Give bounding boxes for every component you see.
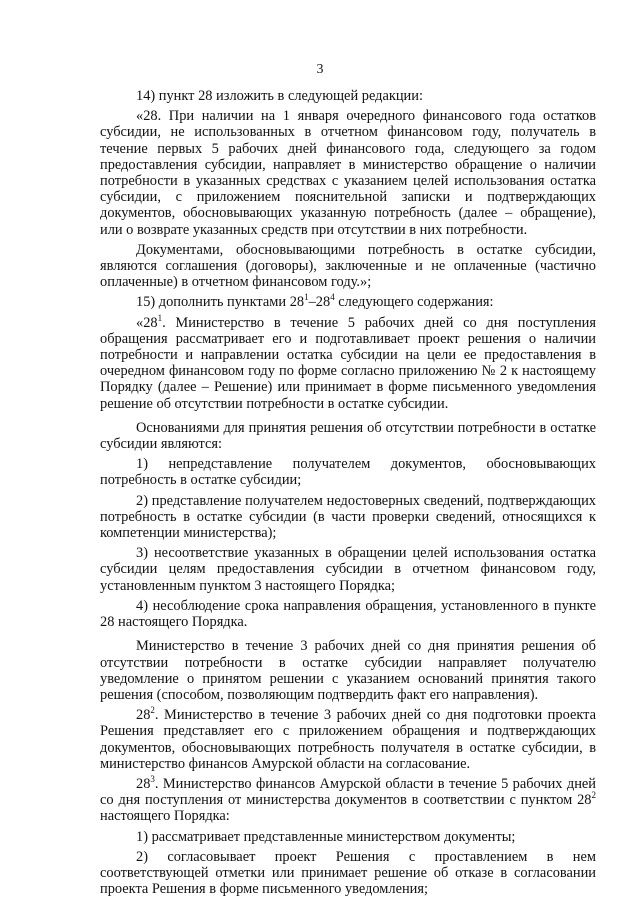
text-run: следующего содержания:	[334, 294, 494, 311]
paragraph-p14	[100, 829, 596, 845]
paragraph-p7	[100, 456, 596, 488]
text-run: . Министерство в течение 3 рабочих дней со дня подготовки проекта Решения представляет его с приложением обращения и подтверждающих документов, обосновывающих потребность получателя в остатке субсидии, в министерство финансов Амурской области на согласование.	[100, 707, 596, 772]
page-number: 3	[316, 62, 324, 77]
paragraph-p12	[100, 707, 596, 772]
text-run: 2) согласовывает проект Решения с проставлением в нем соответствующей отметки или принимает решение об отказе в согласовании проекта Решения в форме письменного уведомления;	[100, 848, 596, 898]
superscript: 1	[157, 312, 163, 323]
text-run: 1) непредставление получателем документов, обосновывающих потребность в остатке субсидии;	[100, 456, 596, 489]
text-run: Основаниями для принятия решения об отсутствии потребности в остатке субсидии являются:	[100, 419, 596, 453]
text-run: 15) дополнить пунктами 28	[136, 294, 305, 311]
paragraph-p8	[100, 493, 596, 542]
text-run: 3) несоответствие указанных в обращении целей использования остатка субсидии целям предоставления субсидии в отчетном финансовом году, установленным пунктом 3 настоящего Порядка;	[100, 545, 596, 594]
paragraph-p6	[100, 420, 596, 452]
text-run: Министерство в течение 3 рабочих дней со дня принятия решения об отсутствии потребности в остатке субсидии направляет получателю уведомление о принятом решении с указанием оснований принятия такого решения (способом, позволяющим подтвердить факт его направления).	[100, 638, 596, 703]
paragraph-p5	[100, 312, 596, 412]
paragraph-p13	[100, 776, 596, 825]
superscript: 4	[330, 292, 335, 303]
text-run: «28	[136, 314, 158, 331]
paragraph-p15	[100, 849, 596, 898]
paragraph-p10	[100, 598, 596, 630]
superscript: 2	[150, 705, 155, 716]
text-run: Документами, обосновывающими потребность в остатке субсидии, являются соглашения (договоры), заключенные и не оплаченные (частично оплаченные) в отчетном финансовом году.»;	[100, 241, 596, 291]
paragraph-p11	[100, 638, 596, 703]
text-run: 28	[136, 775, 151, 792]
text-run: 1) рассматривает представленные министерством документы;	[136, 828, 516, 845]
paragraph-p4	[100, 294, 596, 310]
text-run: 14) пункт 28 изложить в следующей редакции:	[136, 88, 423, 104]
document-body	[100, 88, 596, 901]
paragraph-p2	[100, 108, 596, 238]
text-run: 28	[136, 707, 151, 724]
paragraph-p9	[100, 545, 596, 594]
superscript: 2	[591, 790, 596, 801]
text-run: «28. При наличии на 1 января очередного финансового года остатков субсидии, не использованных в отчетном финансовом году, получатель в течение первых 5 рабочих дней финансового года, следующего за годом предоставления субсидии, направляет в министерство обращение о наличии потребности в указанных средствах с указанием целей использования остатка субсидии, с приложением пояснительной записки и подтверждающих документов, обосновывающих указанную потребность (далее – обращение), или о возврате указанных средств при отсутствии в них потребности.	[100, 108, 596, 238]
text-run: 4) несоблюдение срока направления обращения, установленного в пункте 28 настоящего Порядка.	[100, 597, 596, 631]
text-run: . Министерство в течение 5 рабочих дней со дня поступления обращения рассматривает его и подготавливает проект решения о наличии потребности и направлении остатка субсидии на цели ее предоставления в очередном финансовом году по форме согласно приложению № 2 к настоящему Порядку (далее – Решение) или принимает в форме письменного уведомления решение об отсутствии потребности в остатке субсидии.	[100, 314, 596, 412]
paragraph-p3	[100, 242, 596, 291]
superscript: 3	[150, 774, 155, 785]
paragraph-p1	[100, 88, 596, 104]
superscript: 1	[304, 292, 309, 303]
text-run: . Министерство финансов Амурской области в течение 5 рабочих дней со дня поступления от министерства документов в соответствии с пунктом 28	[100, 775, 596, 809]
text-run: 2) представление получателем недостоверных сведений, подтверждающих потребность в остатке субсидии (в части проверки сведений, относящихся к компетенции министерства);	[100, 492, 596, 542]
text-run: настоящего Порядка:	[100, 808, 230, 825]
text-run: –28	[308, 294, 331, 311]
